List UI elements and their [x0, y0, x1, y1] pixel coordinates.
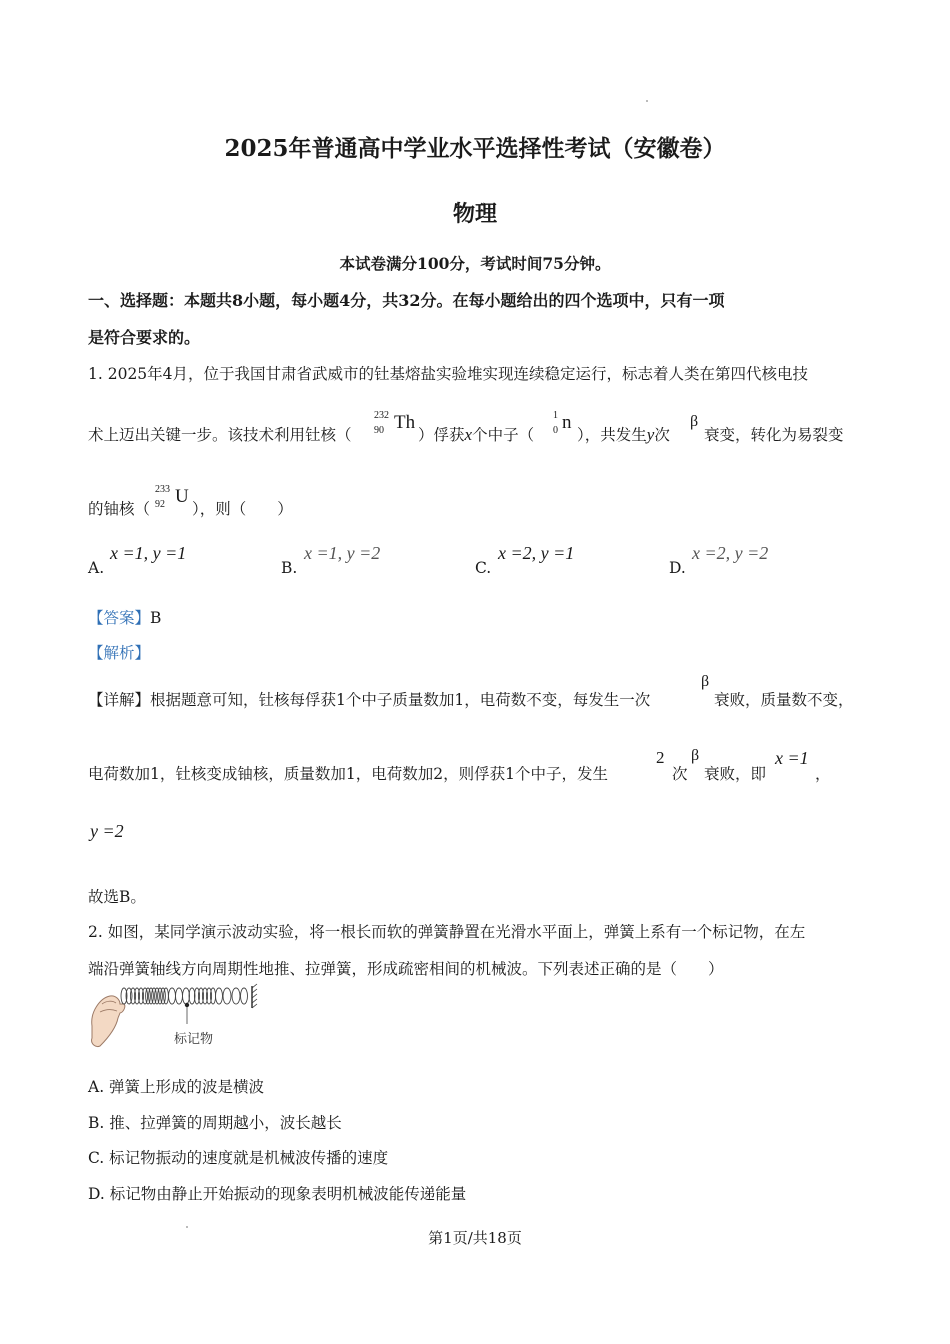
- q2-option-a: A. 弹簧上形成的波是横波: [88, 1078, 265, 1096]
- q1-option-c-expr: x =2, y =1: [498, 543, 575, 563]
- q1-option-a-expr: x =1, y =1: [110, 543, 187, 563]
- hand-icon: [92, 996, 125, 1047]
- beta-symbol: β: [701, 673, 710, 690]
- answer-value: B: [150, 609, 162, 627]
- q1-line2-c: ），共发生y次: [577, 425, 670, 444]
- detail-line2: 电荷数加1，钍核变成铀核，质量数加1，电荷数加2，则俘获1个中子，发生: [88, 765, 608, 783]
- q1-option-c-label: C.: [475, 559, 492, 577]
- q2-line1: 2. 如图，某同学演示波动实验，将一根长而软的弹簧静置在光滑水平面上，弹簧上系有一个标记物，在左: [88, 923, 806, 941]
- q1-line2: 术上迈出关键一步。该技术利用钍核（: [88, 426, 352, 444]
- section-heading: 一、选择题：本题共8小题，每小题4分，共32分。在每小题给出的四个选项中，只有一项: [88, 291, 725, 310]
- answer-tag: 【答案】: [88, 609, 151, 627]
- q2-line2: 端沿弹簧轴线方向周期性地推、拉弹簧，形成疏密相间的机械波。下列表述正确的是（ ）: [88, 960, 724, 978]
- detail-line2-b: 次: [672, 765, 688, 783]
- q1-line2-b: ）俘获x个中子（: [418, 425, 535, 444]
- q1-option-a-label: A.: [88, 559, 105, 577]
- q1-option-d-label: D.: [669, 559, 686, 577]
- scan-dot: [646, 100, 648, 102]
- section-heading-cont: 是符合要求的。: [88, 328, 201, 347]
- q1-line3-b: ），则（ ）: [192, 500, 293, 518]
- q1-option-d-expr: x =2, y =2: [692, 543, 769, 563]
- detail-line2-c: 衰败，即: [704, 765, 767, 783]
- analysis-tag: 【解析】: [88, 644, 151, 662]
- subject-title: 物理: [452, 201, 497, 227]
- answer-line: [88, 606, 161, 628]
- exam-notice: 本试卷满分100分，考试时间75分钟。: [339, 254, 611, 273]
- spring-coil: [121, 988, 248, 1004]
- q2-option-c: C. 标记物振动的速度就是机械波传播的速度: [88, 1149, 389, 1167]
- beta-symbol: β: [691, 747, 700, 764]
- q1-line1: 1. 2025年4月，位于我国甘肃省武威市的钍基熔盐实验堆实现连续稳定运行，标志着人类在第四代核电技: [88, 365, 809, 383]
- uranium-nuclide: 233 92 U: [155, 484, 189, 510]
- exam-title: 2025年普通高中学业水平选择性考试（安徽卷）: [224, 135, 726, 162]
- q1-line3: 的铀核（: [88, 500, 151, 518]
- marker-label: 标记物: [174, 1032, 214, 1047]
- q1-option-b-expr: x =1, y =2: [304, 543, 381, 563]
- detail-count: 2: [656, 748, 665, 767]
- q1-line2-d: 衰变，转化为易裂变: [704, 426, 844, 444]
- q2-option-d: D. 标记物由静止开始振动的现象表明机械波能传递能量: [88, 1185, 467, 1203]
- conclusion: 故选B。: [88, 888, 146, 906]
- neutron-nuclide: 1 0 n: [553, 410, 572, 436]
- detail-line1: 【详解】根据题意可知，钍核每俘获1个中子质量数加1，电荷数不变，每发生一次: [88, 691, 651, 709]
- detail-x: x =1: [775, 748, 809, 768]
- beta-symbol: β: [690, 413, 699, 430]
- detail-line1-b: 衰败，质量数不变，: [714, 691, 854, 709]
- q1-option-b-label: B.: [281, 559, 298, 577]
- page-footer: 第1页/共18页: [428, 1229, 522, 1247]
- detail-comma: ，: [815, 765, 831, 783]
- detail-y: y =2: [90, 821, 124, 841]
- marker-dot: [185, 1003, 189, 1007]
- q2-option-b: B. 推、拉弹簧的周期越小，波长越长: [88, 1114, 342, 1132]
- thorium-nuclide: 232 90 Th: [374, 410, 416, 436]
